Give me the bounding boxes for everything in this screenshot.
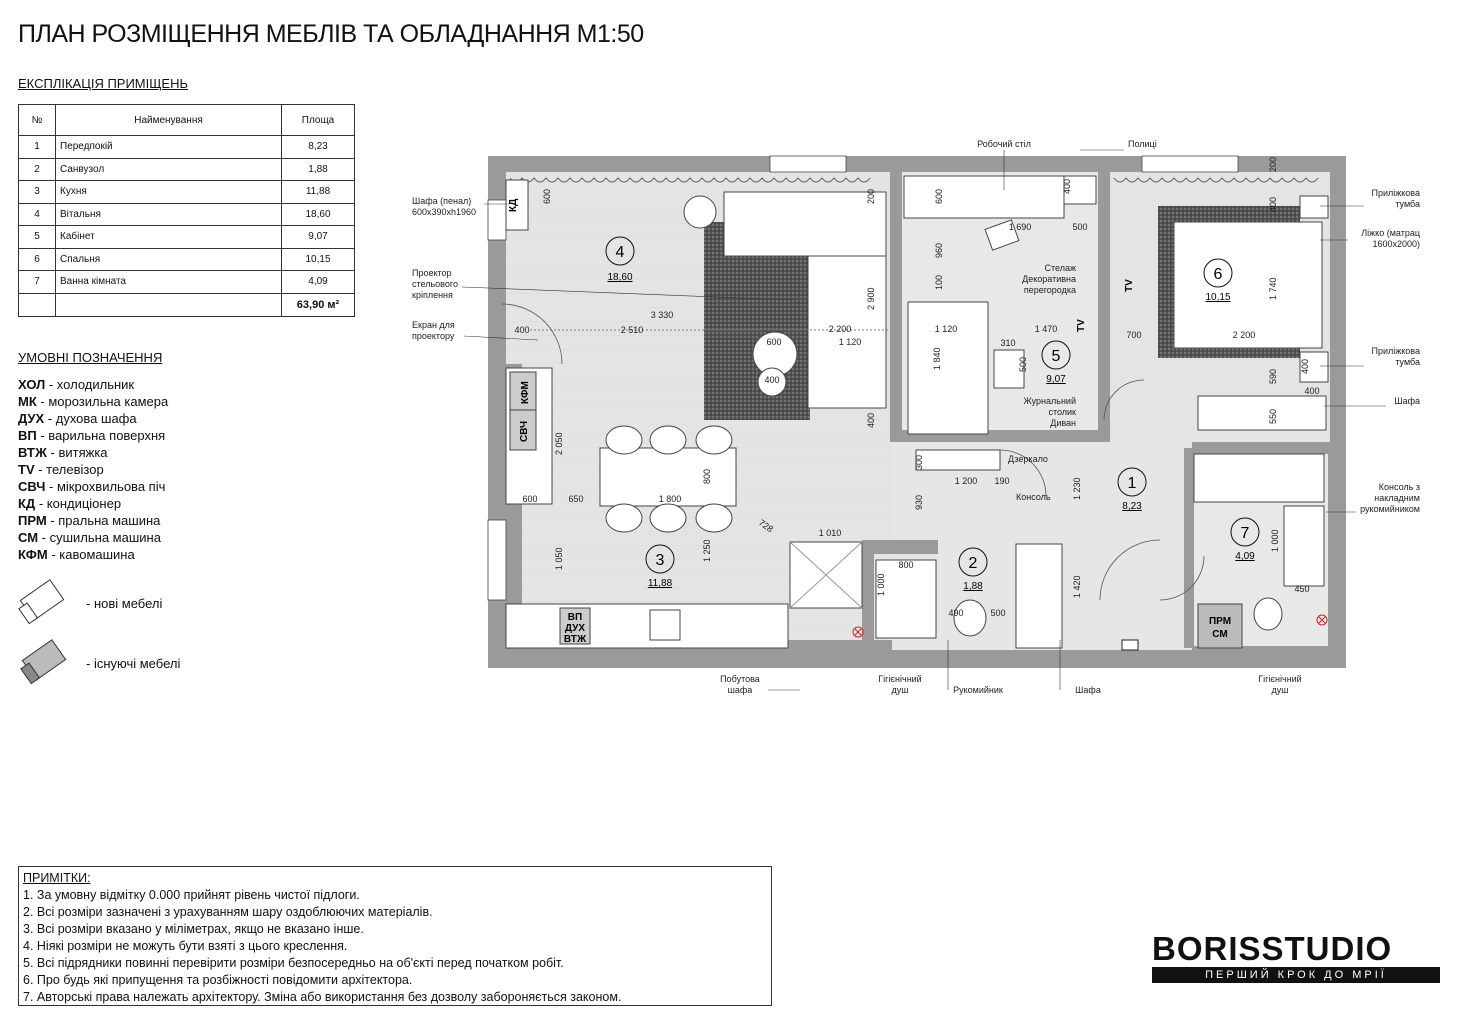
svg-text:ВП: ВП	[567, 612, 583, 623]
svg-text:1 840: 1 840	[932, 347, 942, 370]
svg-text:600: 600	[934, 188, 944, 204]
notes-title: ПРИМІТКИ:	[23, 871, 91, 885]
svg-text:1 120: 1 120	[934, 324, 958, 334]
legend-item: КД - кондиціонер	[18, 496, 122, 511]
cell-area: 10,15	[282, 248, 355, 271]
header-number: №	[19, 105, 56, 136]
svg-text:1 010: 1 010	[818, 528, 842, 538]
legend-item: ПРМ - пральна машина	[18, 513, 161, 528]
wardrobe-bedroom	[1198, 396, 1326, 430]
note-line: 7. Авторські права належать архітектору. Зміна або використання без дозволу забороняється законом.	[23, 990, 622, 1004]
svg-text:18,60: 18,60	[607, 272, 633, 283]
svg-text:550: 550	[1268, 408, 1278, 424]
svg-text:СМ: СМ	[1212, 629, 1228, 640]
svg-text:100: 100	[934, 274, 944, 290]
svg-text:300: 300	[914, 454, 924, 470]
svg-text:400: 400	[1300, 358, 1310, 374]
svg-text:600: 600	[542, 188, 552, 204]
svg-text:стельового: стельового	[412, 279, 458, 289]
total-area: 63,90 м²	[282, 293, 355, 316]
svg-text:тумба: тумба	[1395, 357, 1420, 367]
cell-number: 5	[19, 226, 56, 249]
svg-text:450: 450	[1294, 584, 1310, 594]
cell-name: Передпокій	[56, 136, 282, 159]
svg-text:400: 400	[866, 412, 876, 428]
svg-text:3: 3	[655, 552, 665, 569]
svg-text:1 000: 1 000	[876, 573, 886, 596]
svg-text:Гігієнічний: Гігієнічний	[1258, 674, 1302, 684]
legend-item: ВТЖ - витяжка	[18, 445, 108, 460]
svg-text:1600x2000): 1600x2000)	[1372, 239, 1420, 249]
explication-title: ЕКСПЛІКАЦІЯ ПРИМІЩЕНЬ	[18, 76, 189, 91]
svg-text:Приліжкова: Приліжкова	[1371, 346, 1420, 356]
svg-text:кріплення: кріплення	[412, 290, 453, 300]
svg-text:1 420: 1 420	[1072, 575, 1082, 598]
note-line: 6. Про будь які припущення та розбіжності повідомити архітектора.	[23, 973, 413, 987]
svg-text:310: 310	[1000, 338, 1016, 348]
svg-text:Робочий стіл: Робочий стіл	[977, 139, 1031, 149]
bath-toilet	[1254, 598, 1282, 630]
svg-text:490: 490	[948, 608, 964, 618]
svg-text:400: 400	[1304, 386, 1320, 396]
cell-number: 1	[19, 136, 56, 159]
header-area: Площа	[282, 105, 355, 136]
legend-new-furniture: - нові мебелі	[86, 596, 163, 611]
sofa-top	[724, 192, 886, 256]
svg-text:Консоль з: Консоль з	[1378, 482, 1420, 492]
svg-text:Екран для: Екран для	[412, 320, 455, 330]
svg-text:Полиці: Полиці	[1128, 139, 1157, 149]
svg-text:Ліжко (матрац: Ліжко (матрац	[1361, 228, 1420, 238]
cell-area: 4,09	[282, 271, 355, 294]
cell-name: Ванна кімната	[56, 271, 282, 294]
svg-text:Шафа: Шафа	[1394, 396, 1420, 406]
svg-text:Побутова: Побутова	[720, 674, 760, 684]
svg-text:1 250: 1 250	[702, 539, 712, 562]
svg-text:7: 7	[1240, 525, 1250, 542]
svg-text:душ: душ	[1271, 685, 1289, 695]
svg-text:2: 2	[968, 555, 978, 572]
svg-text:6: 6	[1213, 266, 1223, 283]
svg-text:800: 800	[702, 468, 712, 484]
svg-text:600: 600	[766, 337, 782, 347]
svg-text:2 510: 2 510	[620, 325, 644, 335]
svg-text:Диван: Диван	[1050, 418, 1076, 428]
svg-text:СВЧ: СВЧ	[519, 420, 530, 442]
cell-area: 9,07	[282, 226, 355, 249]
cell-name: Кухня	[56, 181, 282, 204]
cell-number: 2	[19, 158, 56, 181]
svg-text:590: 590	[1268, 368, 1278, 384]
legend-item: ВП - варильна поверхня	[18, 428, 166, 443]
svg-text:500: 500	[1018, 356, 1028, 372]
office-sofa	[908, 302, 988, 434]
note-line: 2. Всі розміри зазначені з урахуванням шару оздоблюючих матеріалів.	[23, 905, 433, 919]
cell-name: Спальня	[56, 248, 282, 271]
svg-text:Журнальний: Журнальний	[1023, 396, 1076, 406]
legend-swatch-existing	[21, 640, 66, 684]
logo-name: BORISSTUDIO	[1152, 930, 1393, 967]
svg-text:190: 190	[994, 476, 1010, 486]
svg-text:2 200: 2 200	[828, 324, 852, 334]
svg-text:10,15: 10,15	[1205, 292, 1231, 303]
note-line: 3. Всі розміри вказано у міліметрах, якщо не вказано інше.	[23, 922, 364, 936]
note-line: 4. Ніякі розміри не можуть бути взяті з цього креслення.	[23, 939, 348, 953]
svg-text:КФМ: КФМ	[520, 381, 531, 404]
svg-text:Декоративна: Декоративна	[1022, 274, 1076, 284]
cell-area: 18,60	[282, 203, 355, 226]
svg-text:800: 800	[898, 560, 914, 570]
cell-name: Вітальня	[56, 203, 282, 226]
svg-text:Шафа: Шафа	[1075, 685, 1101, 695]
svg-text:TV: TV	[1124, 279, 1135, 292]
svg-text:ДУХ: ДУХ	[564, 623, 586, 634]
svg-text:шафа: шафа	[727, 685, 753, 695]
legend-item: TV - телевізор	[18, 462, 104, 477]
legend-item: СВЧ - мікрохвильова піч	[18, 479, 166, 494]
svg-text:2 900: 2 900	[866, 287, 876, 310]
cell-number: 6	[19, 248, 56, 271]
svg-text:рукомийником: рукомийником	[1360, 504, 1420, 514]
svg-text:400: 400	[514, 325, 530, 335]
svg-text:КД: КД	[508, 198, 519, 212]
svg-text:1 690: 1 690	[1008, 222, 1032, 232]
svg-text:1 740: 1 740	[1268, 277, 1278, 300]
logo-tagline: ПЕРШИЙ КРОК ДО МРІЇ	[1152, 967, 1440, 983]
legend-title: УМОВНІ ПОЗНАЧЕННЯ	[18, 350, 163, 365]
svg-text:8,23: 8,23	[1122, 501, 1142, 512]
plant	[684, 196, 716, 228]
svg-text:ПРМ: ПРМ	[1208, 616, 1232, 627]
svg-text:ВТЖ: ВТЖ	[563, 634, 587, 645]
svg-text:Шафа (пенал): Шафа (пенал)	[412, 196, 472, 206]
svg-text:9,07: 9,07	[1046, 374, 1066, 385]
legend-item: МК - морозильна камера	[18, 394, 169, 409]
svg-text:500: 500	[990, 608, 1006, 618]
sink	[650, 610, 680, 640]
wc-vanity	[876, 560, 936, 638]
bath-console	[1284, 506, 1324, 586]
svg-text:728: 728	[756, 517, 775, 535]
svg-text:Дзеркало: Дзеркало	[1008, 454, 1048, 464]
svg-text:1 230: 1 230	[1072, 477, 1082, 500]
svg-text:накладним: накладним	[1374, 493, 1420, 503]
svg-text:1 120: 1 120	[838, 337, 862, 347]
wc-toilet	[954, 600, 986, 636]
svg-text:Проектор: Проектор	[412, 268, 452, 278]
page-title: ПЛАН РОЗМІЩЕННЯ МЕБЛІВ ТА ОБЛАДНАННЯ М1:50	[18, 20, 644, 48]
svg-text:200: 200	[866, 188, 876, 204]
svg-text:столик: столик	[1048, 407, 1076, 417]
svg-text:1: 1	[1127, 475, 1137, 492]
note-line: 5. Всі підрядники повинні перевірити розміри безпосередньо на об'єкті перед початком робіт.	[23, 956, 564, 970]
svg-text:960: 960	[934, 242, 944, 258]
svg-text:2 200: 2 200	[1232, 330, 1256, 340]
electrical-panel	[1122, 640, 1138, 650]
svg-text:600: 600	[522, 494, 538, 504]
svg-text:Стелаж: Стелаж	[1044, 263, 1076, 273]
header-name: Найменування	[56, 105, 282, 136]
legend-existing-furniture: - існуючі мебелі	[86, 656, 181, 671]
svg-text:2 050: 2 050	[554, 432, 564, 455]
cell-name: Санвузол	[56, 158, 282, 181]
svg-text:тумба: тумба	[1395, 199, 1420, 209]
svg-text:200: 200	[1268, 156, 1278, 172]
svg-text:4,09: 4,09	[1235, 551, 1255, 562]
hall-console	[916, 450, 1000, 470]
svg-text:TV: TV	[1076, 319, 1087, 332]
svg-text:650: 650	[568, 494, 584, 504]
cell-number: 4	[19, 203, 56, 226]
svg-text:1 470: 1 470	[1034, 324, 1058, 334]
cell-number: 3	[19, 181, 56, 204]
svg-text:1 050: 1 050	[554, 547, 564, 570]
nightstand-top	[1300, 196, 1328, 218]
svg-text:5: 5	[1051, 348, 1061, 365]
svg-text:500: 500	[1072, 222, 1088, 232]
svg-text:400: 400	[764, 375, 780, 385]
svg-text:1 000: 1 000	[1270, 529, 1280, 552]
svg-text:11,88: 11,88	[647, 578, 673, 589]
bathtub	[1194, 454, 1324, 502]
svg-text:1,88: 1,88	[963, 581, 983, 592]
legend-swatch-new	[19, 580, 64, 624]
svg-text:3 330: 3 330	[650, 310, 674, 320]
legend-item: КФМ - кавомашина	[18, 547, 135, 562]
legend-item: ХОЛ - холодильник	[18, 377, 135, 392]
svg-text:перегородка: перегородка	[1023, 285, 1076, 295]
hall-wardrobe	[1016, 544, 1062, 648]
svg-text:проектору: проектору	[412, 331, 455, 341]
kitchen-counter-bottom	[506, 604, 788, 648]
cell-name: Кабінет	[56, 226, 282, 249]
cell-area: 8,23	[282, 136, 355, 159]
svg-text:Гігієнічний: Гігієнічний	[878, 674, 922, 684]
svg-text:400: 400	[1268, 196, 1278, 212]
svg-text:Приліжкова: Приліжкова	[1371, 188, 1420, 198]
svg-text:Консоль: Консоль	[1016, 492, 1051, 502]
svg-text:600x390xh1960: 600x390xh1960	[412, 207, 477, 217]
cell-number: 7	[19, 271, 56, 294]
svg-text:1 200: 1 200	[954, 476, 978, 486]
cell-area: 1,88	[282, 158, 355, 181]
svg-text:400: 400	[1062, 178, 1072, 194]
svg-text:душ: душ	[891, 685, 909, 695]
desk	[904, 176, 1064, 218]
cell-area: 11,88	[282, 181, 355, 204]
legend-item: ДУХ - духова шафа	[18, 411, 137, 426]
svg-text:930: 930	[914, 494, 924, 510]
svg-text:700: 700	[1126, 330, 1142, 340]
svg-text:4: 4	[615, 244, 625, 261]
legend-item: СМ - сушильна машина	[18, 530, 161, 545]
note-line: 1. За умовну відмітку 0.000 прийнят рівень чистої підлоги.	[23, 888, 360, 902]
svg-text:1 800: 1 800	[658, 494, 682, 504]
svg-text:Рукомийник: Рукомийник	[953, 685, 1003, 695]
